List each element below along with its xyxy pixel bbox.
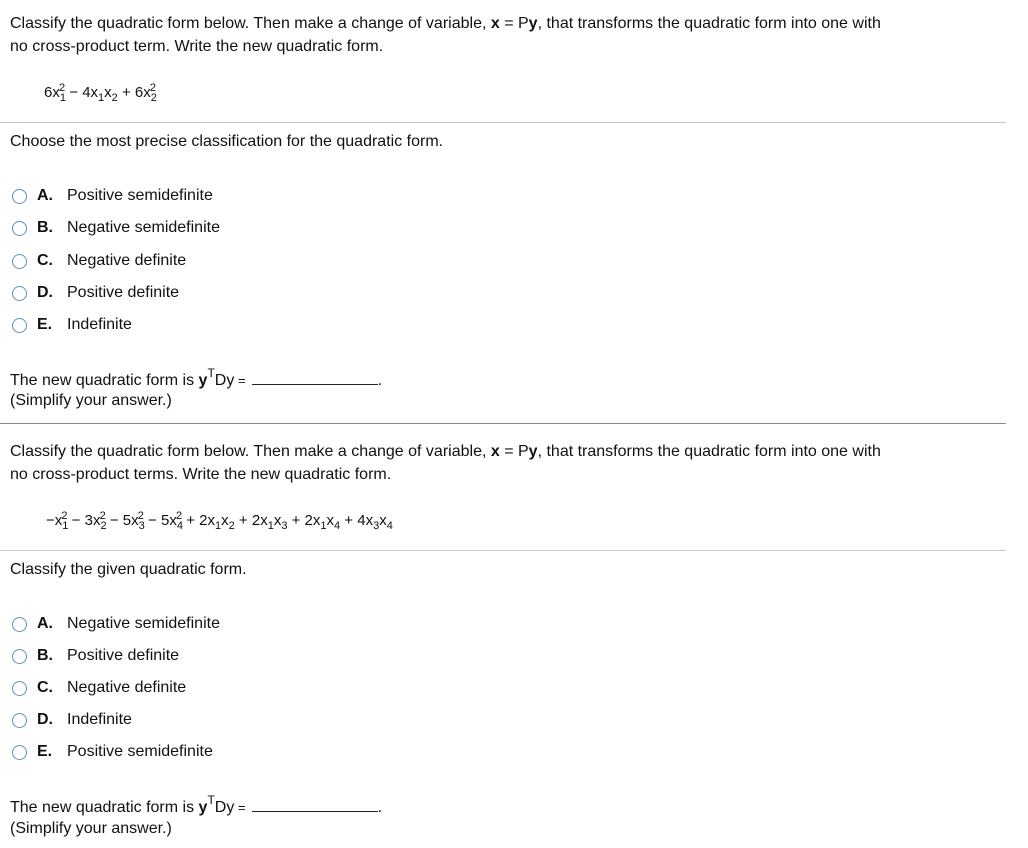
- answer-transpose: T: [207, 793, 215, 807]
- answer-dy: Dy: [214, 372, 235, 389]
- q2-prompt-text-2: , that transforms the quadratic form into one with: [537, 443, 881, 460]
- radio-button[interactable]: [12, 254, 27, 269]
- choice-letter: B.: [37, 647, 53, 664]
- q2-instruction: Classify the given quadratic form.: [10, 561, 247, 578]
- divider: [0, 122, 1006, 123]
- choice-label: Positive definite: [67, 284, 180, 301]
- q1-answer-line: [10, 366, 382, 390]
- q1-quadratic-form: $6x_1^2 - 4x_1x_2 + 6x_2^2$: [44, 82, 157, 104]
- q2-answer-line: [10, 793, 382, 817]
- choice-label: Negative semidefinite: [67, 219, 220, 236]
- q2-choice-d[interactable]: [12, 708, 132, 732]
- choice-letter: E.: [37, 743, 53, 760]
- q1-prompt-eq: = P: [499, 15, 529, 32]
- answer-eq: =: [234, 800, 246, 815]
- answer-dy: Dy: [214, 799, 235, 816]
- q2-choice-c[interactable]: [12, 676, 186, 700]
- radio-button[interactable]: [12, 286, 27, 301]
- q2-choice-b[interactable]: [12, 644, 179, 668]
- answer-end: .: [377, 799, 383, 816]
- choice-letter: B.: [37, 219, 53, 236]
- divider: [0, 550, 1006, 551]
- answer-var-y: y: [198, 372, 208, 389]
- choice-letter: C.: [37, 252, 53, 269]
- choice-letter: E.: [37, 316, 53, 333]
- q1-choice-c[interactable]: [12, 249, 186, 273]
- q2-answer-input[interactable]: [252, 797, 378, 812]
- choice-letter: C.: [37, 679, 53, 696]
- choice-letter: D.: [37, 284, 53, 301]
- q1-var-y: y: [528, 15, 538, 32]
- q2-prompt-text-3: no cross-product terms. Write the new quadratic form.: [10, 466, 392, 483]
- choice-label: Positive semidefinite: [67, 187, 213, 204]
- q1-prompt: [10, 12, 1010, 58]
- q2-prompt: [10, 440, 1010, 486]
- question-separator: [0, 423, 1006, 424]
- choice-label: Indefinite: [67, 711, 132, 728]
- answer-end: .: [377, 372, 383, 389]
- radio-button[interactable]: [12, 713, 27, 728]
- choice-label: Negative semidefinite: [67, 615, 220, 632]
- choice-label: Negative definite: [67, 252, 187, 269]
- radio-button[interactable]: [12, 318, 27, 333]
- q2-var-y: y: [528, 443, 538, 460]
- answer-eq: =: [234, 373, 246, 388]
- answer-var-y: y: [198, 799, 208, 816]
- choice-label: Indefinite: [67, 316, 132, 333]
- choice-letter: A.: [37, 615, 53, 632]
- q1-prompt-text-3: no cross-product term. Write the new quadratic form.: [10, 38, 384, 55]
- radio-button[interactable]: [12, 649, 27, 664]
- radio-button[interactable]: [12, 617, 27, 632]
- q1-choice-a[interactable]: [12, 184, 213, 208]
- q2-prompt-eq: = P: [499, 443, 529, 460]
- radio-button[interactable]: [12, 221, 27, 236]
- radio-button[interactable]: [12, 681, 27, 696]
- radio-button[interactable]: [12, 189, 27, 204]
- q1-prompt-text: Classify the quadratic form below. Then make a change of variable,: [10, 15, 491, 32]
- q1-choice-b[interactable]: [12, 216, 220, 240]
- choice-label: Negative definite: [67, 679, 187, 696]
- choice-label: Positive semidefinite: [67, 743, 213, 760]
- q2-choice-e[interactable]: [12, 740, 213, 764]
- q1-choice-d[interactable]: [12, 281, 179, 305]
- q2-simplify-note: (Simplify your answer.): [10, 820, 172, 837]
- q2-quadratic-form: $-x_1^2 - 3x_2^2 - 5x_3^2 - 5x_4^2 + 2x_1x_2 + 2x_1x_3 + 2x_1x_4 + 4x_3x_4$: [46, 510, 393, 532]
- q1-choice-e[interactable]: [12, 313, 132, 337]
- choice-letter: D.: [37, 711, 53, 728]
- q2-prompt-text: Classify the quadratic form below. Then make a change of variable,: [10, 443, 491, 460]
- q1-simplify-note: (Simplify your answer.): [10, 392, 172, 409]
- q2-choice-a[interactable]: [12, 612, 220, 636]
- choice-letter: A.: [37, 187, 53, 204]
- q1-answer-input[interactable]: [252, 370, 378, 385]
- q1-instruction: Choose the most precise classification for the quadratic form.: [10, 133, 444, 150]
- q2-var-x: x: [490, 443, 500, 460]
- q1-prompt-text-2: , that transforms the quadratic form into one with: [537, 15, 881, 32]
- answer-transpose: T: [207, 366, 215, 380]
- answer-prefix: The new quadratic form is: [10, 372, 199, 389]
- choice-label: Positive definite: [67, 647, 180, 664]
- radio-button[interactable]: [12, 745, 27, 760]
- answer-prefix: The new quadratic form is: [10, 799, 199, 816]
- q1-var-x: x: [490, 15, 500, 32]
